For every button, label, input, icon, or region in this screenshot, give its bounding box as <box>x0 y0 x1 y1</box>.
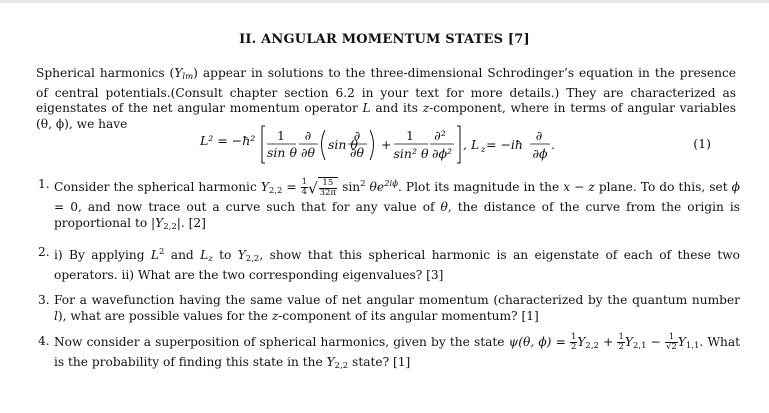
frac-den: √2 <box>666 342 677 352</box>
frac-den: 32π <box>319 188 337 198</box>
question-item-4 <box>40 333 740 374</box>
q-text: state? [1] <box>348 355 411 369</box>
frac-den: 2 <box>570 342 577 352</box>
y-symbol: Y <box>624 335 633 349</box>
question-number: 4. <box>38 334 50 348</box>
frac1-denominator: sin θ <box>267 145 297 160</box>
angular-momentum-equation <box>0 122 769 168</box>
question-number: 2. <box>38 245 50 259</box>
subscript: z <box>208 254 213 264</box>
top-edge-strip <box>0 0 769 3</box>
q-text: ), what are possible values for the <box>57 309 272 323</box>
q-text: + <box>598 335 618 349</box>
y-subscript: 1,1 <box>685 341 700 351</box>
lz-symbol: , L <box>463 137 480 152</box>
frac-num: 1 <box>301 177 308 187</box>
frac1-numerator: 1 <box>277 128 285 143</box>
q-text: − <box>646 335 666 349</box>
psi-symbol: ψ(θ, ϕ) <box>508 335 552 349</box>
q-text: = 0, and now trace out a curve such that for any value of <box>54 200 441 214</box>
root-two-fraction <box>665 333 678 352</box>
theta-e: θe <box>365 180 385 194</box>
y-subscript: 2,2 <box>334 361 349 371</box>
section-heading: II. ANGULAR MOMENTUM STATES [7] <box>239 32 530 47</box>
x-symbol: x <box>563 180 571 194</box>
theta-symbol: θ <box>440 200 448 214</box>
quarter-fraction <box>301 178 308 197</box>
frac3-denominator: sin² θ <box>393 146 429 161</box>
y-symbol: Y <box>577 335 586 349</box>
right-bracket <box>457 126 460 163</box>
question-item-2 <box>40 244 740 283</box>
sqrt-sign: √ <box>308 179 318 198</box>
y-symbol: Y <box>237 248 246 262</box>
intro-text: Spherical harmonics ( <box>36 66 175 80</box>
z-symbol: z <box>588 180 595 194</box>
q-text: to <box>212 248 238 262</box>
left-paren <box>322 130 326 160</box>
q-text: |. [2] <box>176 216 206 230</box>
phi-symbol: ϕ <box>731 180 740 194</box>
plus-sign: + <box>381 137 392 152</box>
z-symbol: z <box>271 309 279 323</box>
left-bracket <box>262 126 265 163</box>
partial-denominator: ∂θ <box>301 145 315 160</box>
y-symbol: Y <box>155 216 164 230</box>
frac3-numerator: 1 <box>406 128 414 143</box>
intro-text: -component, where in terms of angular variables (θ, ϕ), we have <box>36 101 736 131</box>
intro-text: and its <box>370 101 423 115</box>
frac-num: 1 <box>570 332 577 342</box>
q-text: Now consider a superposition of spherical harmonics, given by the state <box>54 335 509 349</box>
l-symbol: L <box>150 248 159 262</box>
paren-sin: sin θ <box>328 137 358 152</box>
question-item-3 <box>40 292 740 324</box>
q-text: , the distance of the curve from the origin is proportional to | <box>54 200 740 230</box>
y-symbol: Y <box>260 180 269 194</box>
superscript: 2 <box>158 247 165 257</box>
l-symbol: l <box>54 309 58 323</box>
lz-partial-numerator: ∂ <box>535 128 543 143</box>
y-subscript: 2,2 <box>245 254 260 264</box>
lz-rhs: = −iħ <box>486 137 523 152</box>
question-item-1 <box>40 176 740 235</box>
y-symbol: Y <box>677 335 686 349</box>
paren-partial-denominator: ∂θ <box>350 145 364 160</box>
y-subscript: 2,1 <box>632 341 647 351</box>
q-text: − <box>570 180 589 194</box>
question-list <box>40 176 740 383</box>
q-text: , show that this spherical harmonic is an eigenstate of each of these two operators. ii) What are the two corresponding eigenvalues? [3] <box>54 248 740 282</box>
l-symbol: L <box>200 248 209 262</box>
y-subscript: 2,2 <box>268 186 283 196</box>
sqrt-body <box>318 177 338 198</box>
sqrt-fraction <box>319 179 337 198</box>
frac-num: 15 <box>319 179 337 189</box>
q-text: . What is the probability of finding this state in the <box>54 335 740 369</box>
frac-den: 2 <box>618 342 624 352</box>
intro-text: ) appear in solutions to the three-dimensional Schrodinger’s equation in the presence of central potentials.(Consult chapter section 6.2 in your text for more details.) They are characterized as eigenstates of the net angular momentum operator <box>36 66 737 115</box>
q-text: . Plot its magnitude in the <box>398 180 564 194</box>
second-partial-denominator: ∂ϕ² <box>432 146 452 161</box>
frac-den: 4 <box>301 187 308 197</box>
q-text: = <box>551 335 570 349</box>
q-text: i) By applying <box>54 248 151 262</box>
frac-num: 1 <box>618 332 624 342</box>
q-text: For a wavefunction having the same value of net angular momentum (characterized by the quantum number <box>54 293 740 307</box>
y-subscript: 2,2 <box>585 341 599 351</box>
q-text: Consider the spherical harmonic <box>54 180 261 194</box>
eq-period: . <box>551 137 555 152</box>
equation-number: (1) <box>693 136 711 151</box>
frac-num: 1 <box>665 333 678 343</box>
ylm-subscript: lm <box>182 72 194 82</box>
sqrt-term <box>308 177 338 198</box>
q-text: sin <box>338 180 361 194</box>
q-text: and <box>164 248 201 262</box>
superscript: 2 <box>360 179 366 189</box>
q-text: -component of its angular momentum? [1] <box>278 309 539 323</box>
paren-partial-numerator: ∂ <box>353 128 361 143</box>
y-subscript: 2,2 <box>163 222 177 232</box>
eq-lhs: L² = −ħ² <box>200 133 256 148</box>
ylm-symbol: Y <box>174 66 183 80</box>
right-paren <box>370 130 374 160</box>
question-number: 3. <box>38 293 50 307</box>
exponent: 2iϕ <box>384 179 398 189</box>
partial-numerator: ∂ <box>304 128 312 143</box>
question-number: 1. <box>38 177 50 191</box>
q-text: plane. To do this, set <box>594 180 732 194</box>
half-fraction <box>617 333 624 352</box>
y-symbol: Y <box>326 355 335 369</box>
equation-svg <box>0 122 769 168</box>
lz-partial-denominator: ∂ϕ <box>532 146 548 161</box>
q-text: = <box>282 180 301 194</box>
z-symbol: z <box>422 101 430 115</box>
lz-subscript: z <box>481 145 486 155</box>
l-symbol: L <box>362 101 371 115</box>
second-partial-numerator: ∂² <box>434 128 446 143</box>
